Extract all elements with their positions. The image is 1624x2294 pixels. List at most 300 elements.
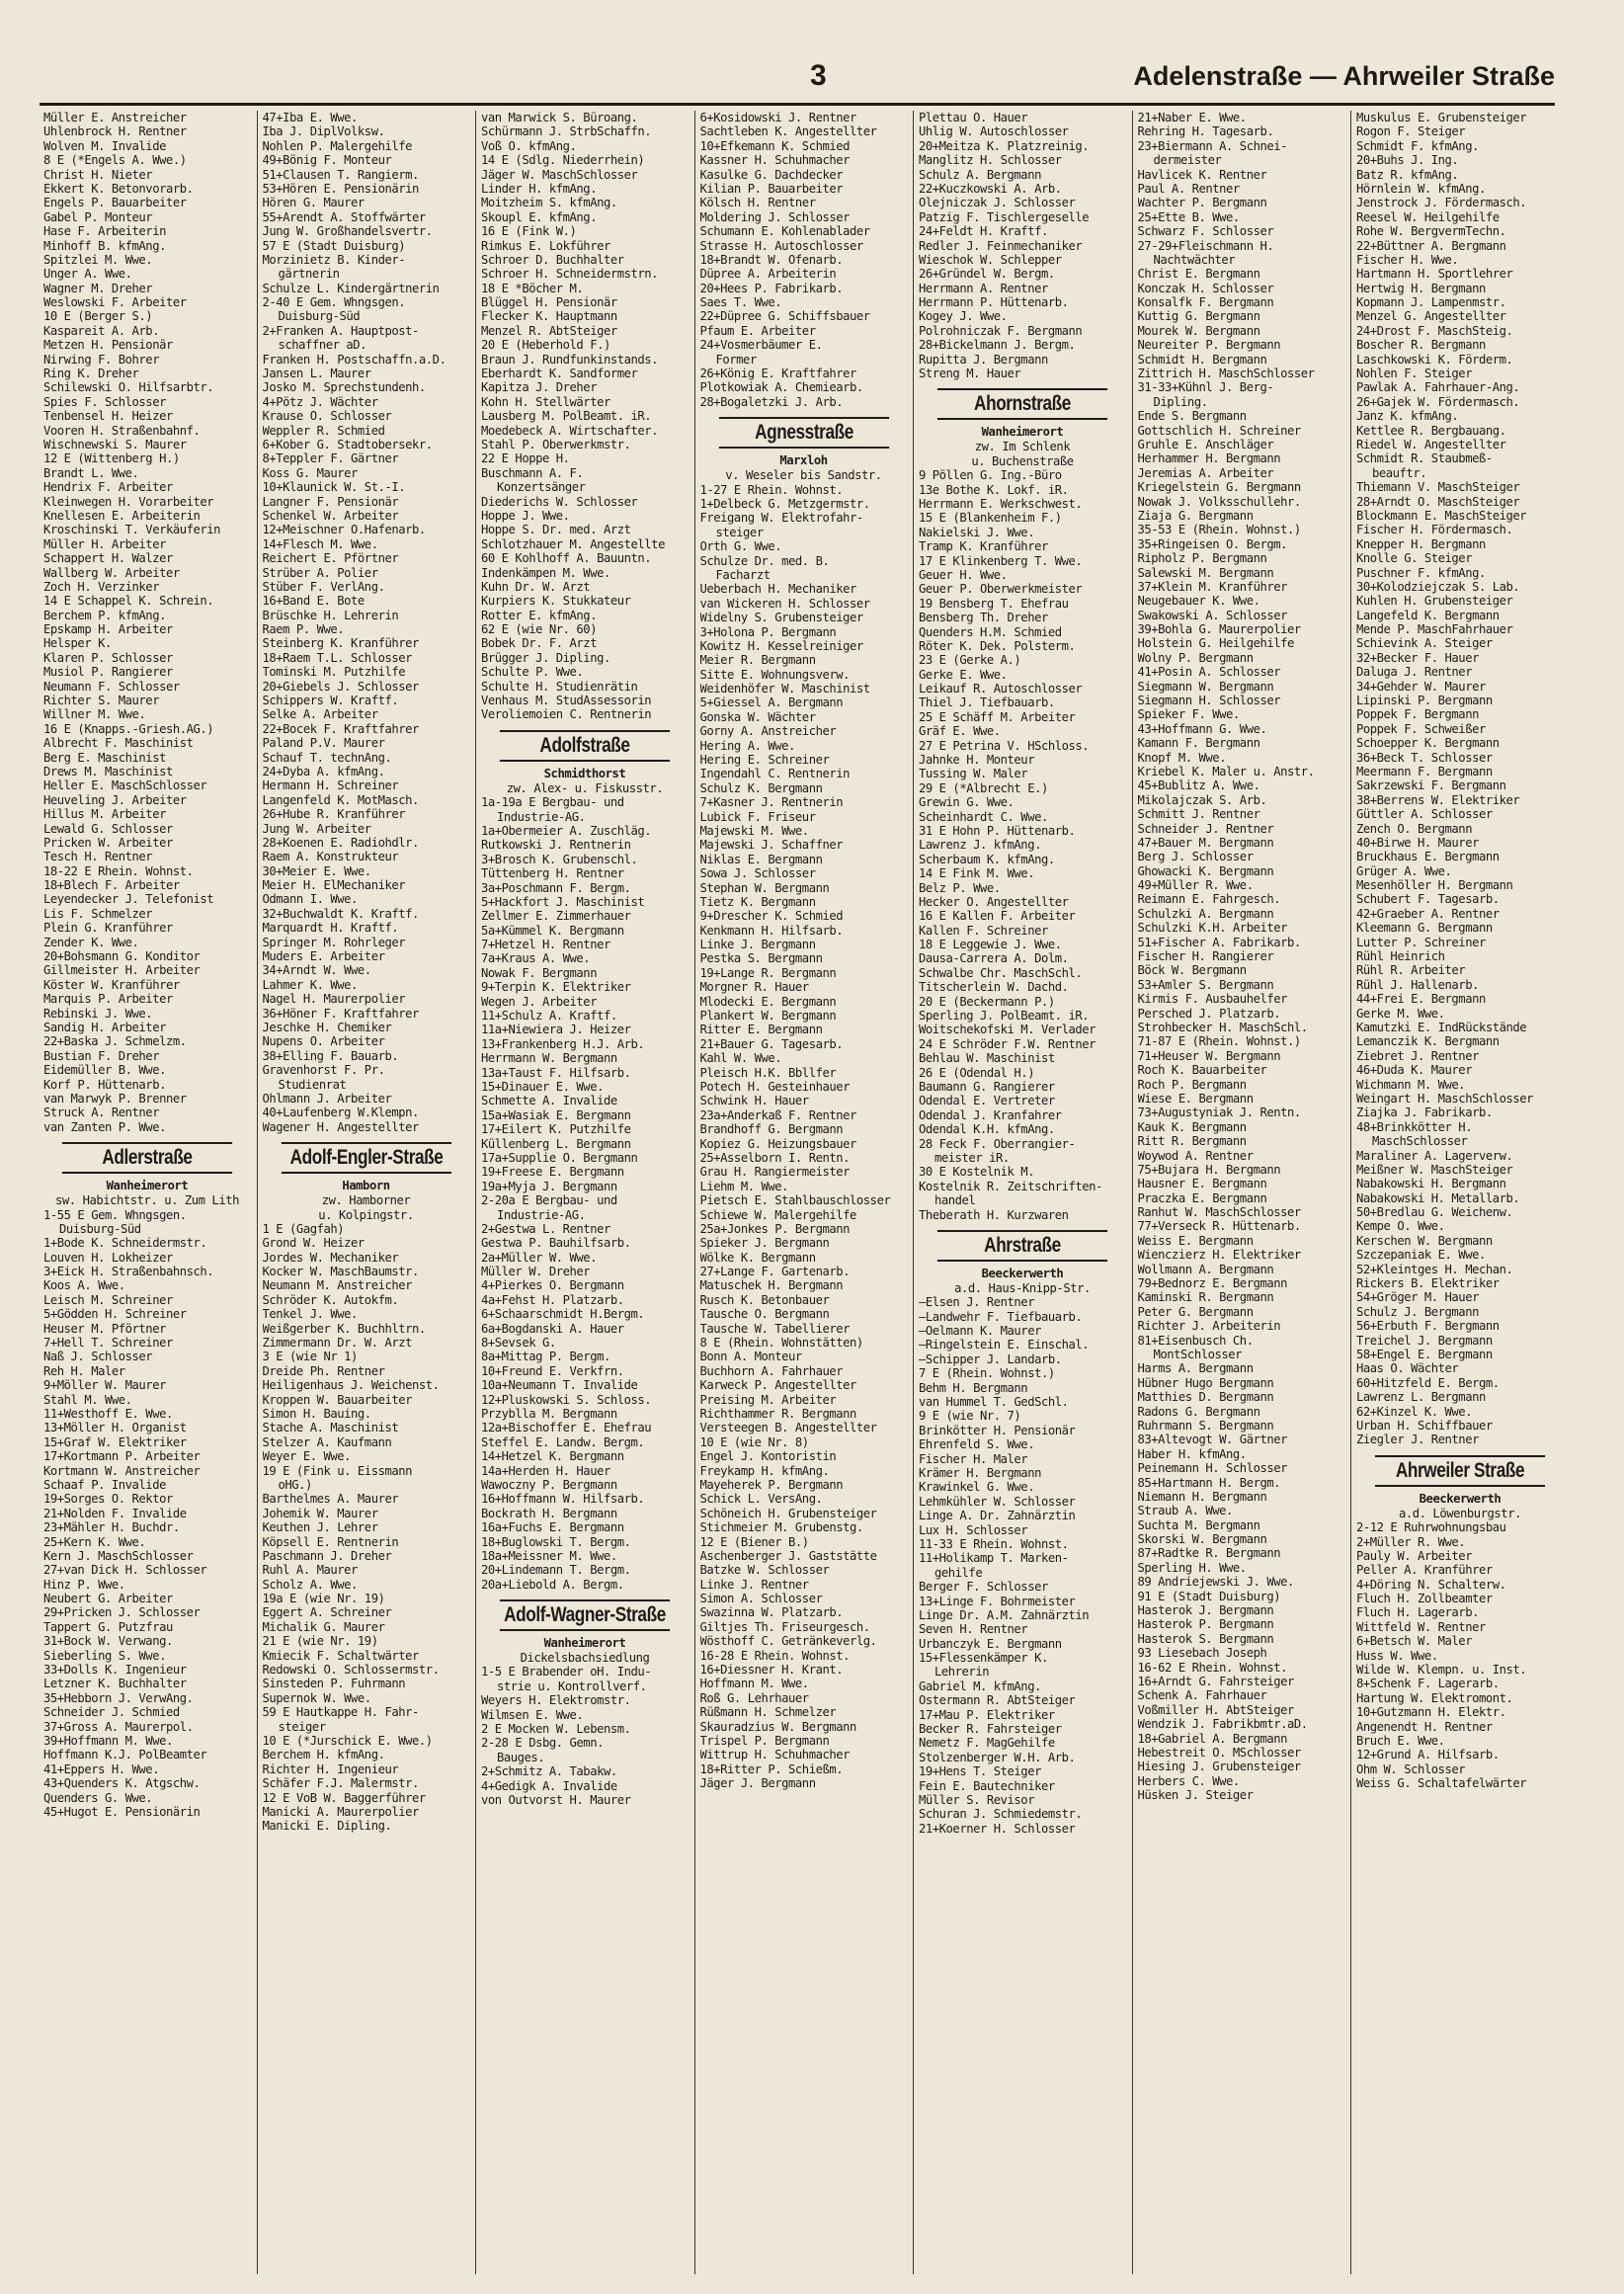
resident-entry: Dreide Ph. Rentner: [262, 1363, 385, 1378]
resident-entry: Rühl R. Arbeiter: [1356, 963, 1466, 978]
resident-entry: Potech H. Gesteinhauer: [699, 1080, 851, 1094]
resident-entry: Ohlmann J. Arbeiter: [262, 1091, 392, 1106]
resident-entry: 25 E Schäff M. Arbeiter: [919, 709, 1076, 724]
resident-entry: Engel J. Kontoristin: [699, 1449, 837, 1464]
resident-entry: 7a+Kraus A. Wwe.: [481, 951, 591, 966]
resident-entry: 24+Feldt H. Kraftf.: [919, 224, 1048, 239]
resident-entry: Thiel J. Tiefbauarb.: [919, 696, 1055, 710]
resident-entry: Langefeld K. Bergmann: [1356, 608, 1500, 622]
resident-entry: Fluch H. Zollbeamter: [1356, 1592, 1493, 1606]
resident-entry: 22+Düpree G. Schiffsbauer: [699, 309, 870, 324]
resident-entry: 20+Meitza K. Platzreinig.: [919, 138, 1090, 153]
resident-entry: Schaaf P. Invalide: [43, 1477, 166, 1492]
resident-entry: Voß O. kfmAng.: [481, 138, 577, 153]
resident-entry: Marquardt H. Kraftf.: [262, 921, 399, 936]
resident-entry: 19+Sorges O. Rektor: [43, 1492, 173, 1507]
resident-entry: 30+Kolodziejczak S. Lab.: [1356, 579, 1520, 594]
resident-entry: Schiewe W. Malergehilfe: [699, 1207, 856, 1222]
resident-entry: 16+Diessner H. Krant.: [699, 1663, 844, 1678]
resident-entry: Heuser M. Pförtner: [43, 1321, 166, 1336]
resident-entry: Herrmann A. Rentner: [919, 281, 1048, 295]
resident-entry: Schmidt H. Bergmann: [1137, 352, 1267, 367]
resident-entry: Selke A. Arbeiter: [262, 707, 378, 722]
resident-entry: 16 E Kallen F. Arbeiter: [919, 909, 1076, 924]
resident-entry: 15 E (Blankenheim F.): [919, 511, 1062, 526]
resident-entry: 37+Gross A. Maurerpol.: [43, 1719, 194, 1734]
resident-entry: Spies F. Schlosser: [43, 394, 166, 409]
resident-entry: 6a+Bogdanski A. Hauer: [481, 1321, 624, 1336]
resident-entry: Kowitz H. Kesselreiniger: [699, 638, 863, 653]
resident-entry: 17 E Klinkenberg T. Wwe.: [919, 553, 1083, 568]
resident-entry: Kostelnik R. Zeitschriften-: [919, 1179, 1102, 1193]
resident-entry: Kopiez G. Heizungsbauer: [699, 1136, 856, 1151]
resident-entry: Niemann H. Bergmann: [1137, 1489, 1267, 1504]
resident-entry: 5+Hackfort J. Maschinist: [481, 894, 645, 909]
resident-entry: Schmidt R. Staubmeß-: [1356, 451, 1493, 466]
resident-entry: Supernok W. Wwe.: [262, 1690, 371, 1705]
resident-entry: 37+Klein M. Kranführer: [1137, 579, 1288, 594]
resident-entry: 34+Arndt W. Wwe.: [262, 963, 371, 978]
column-divider: [1132, 111, 1133, 2274]
resident-entry: van Marwick S. Büroang.: [481, 111, 638, 124]
resident-entry: Gravenhorst F. Pr.: [262, 1063, 385, 1078]
resident-entry: Vooren H. Straßenbahnf.: [43, 423, 201, 438]
resident-entry: Weslowski F. Arbeiter: [43, 295, 187, 310]
resident-entry: 14 E (Sdlg. Niederrhein): [481, 153, 645, 168]
resident-entry: Gonska W. Wächter: [699, 709, 816, 724]
street-heading: Ahrstraße: [937, 1230, 1107, 1262]
resident-entry: Wendzik J. Fabrikbmtr.aD.: [1137, 1717, 1308, 1732]
resident-entry: Hoffmann K.J. PolBeamter: [43, 1748, 207, 1762]
resident-entry: 2-20a E Bergbau- und: [481, 1193, 617, 1208]
resident-entry: Bustian F. Dreher: [43, 1048, 160, 1063]
resident-entry: 11+Schulz A. Kraftf.: [481, 1009, 617, 1024]
resident-entry: Odmann I. Wwe.: [262, 892, 358, 907]
resident-entry: 23+Mähler H. Buchdr.: [43, 1520, 180, 1535]
resident-entry: Ranhut W. MaschSchlosser: [1137, 1205, 1301, 1220]
resident-entry: Struck A. Rentner: [43, 1106, 160, 1120]
resident-entry: 22+Bocek F. Kraftfahrer: [262, 721, 419, 736]
resident-entry: 4+Döring N. Schalterw.: [1356, 1577, 1506, 1592]
resident-entry: 16+Arndt G. Fahrsteiger: [1137, 1674, 1294, 1688]
resident-entry: Meermann F. Bergmann: [1356, 764, 1493, 778]
district-name: Wanheimerort: [106, 1179, 189, 1193]
resident-entry: Bauges.: [497, 1750, 545, 1764]
resident-entry: Stelzer A. Kaufmann: [262, 1434, 392, 1449]
resident-entry: Widelny S. Grubensteiger: [699, 611, 863, 625]
resident-entry: 87+Radtke R. Bergmann: [1137, 1546, 1281, 1561]
resident-entry: van Wickeren H. Schlosser: [699, 596, 870, 611]
resident-entry: 24+Drost F. MaschSteig.: [1356, 323, 1513, 338]
resident-entry: Swazinna W. Platzarb.: [699, 1605, 844, 1620]
resident-entry: 26+Gründel W. Bergm.: [919, 267, 1055, 282]
resident-entry: Rupitta J. Bergmann: [919, 352, 1048, 367]
resident-entry: Fein E. Bautechniker: [919, 1778, 1055, 1793]
resident-entry: 6+Schaarschmidt H.Bergm.: [481, 1307, 645, 1322]
resident-entry: Dausa-Carrera A. Dolm.: [919, 951, 1069, 966]
resident-entry: 20+Lindemann T. Bergm.: [481, 1563, 631, 1578]
resident-entry: Baumann G. Rangierer: [919, 1080, 1055, 1094]
resident-entry: Wichmann M. Wwe.: [1356, 1077, 1466, 1092]
resident-entry: Ende S. Bergmann: [1137, 409, 1247, 424]
resident-entry: Schubert F. Tagesarb.: [1356, 892, 1500, 907]
resident-entry: Woitschekofski M. Verlader: [919, 1023, 1096, 1037]
street-heading: Ahrweiler Straße: [1375, 1455, 1545, 1487]
resident-entry: Berchem H. kfmAng.: [262, 1748, 385, 1762]
resident-entry: 10+Freund E. Verkfrn.: [481, 1363, 624, 1378]
resident-entry: Facharzt: [715, 567, 771, 582]
resident-entry: 2-40 E Gem. Whngsgen.: [262, 295, 406, 310]
resident-entry: Hase F. Arbeiterin: [43, 224, 166, 239]
resident-entry: Neumann M. Anstreicher: [262, 1278, 413, 1293]
resident-entry: Morzinietz B. Kinder-: [262, 252, 406, 267]
resident-entry: Ring K. Dreher: [43, 367, 139, 381]
resident-entry: Schulte P. Wwe.: [481, 665, 584, 680]
resident-entry: Köster W. Kranführer: [43, 977, 180, 992]
resident-entry: Kogey J. Wwe.: [919, 309, 1008, 324]
resident-entry: Sakrzewski F. Bergmann: [1356, 778, 1506, 793]
resident-entry: Jung W. Arbeiter: [262, 821, 371, 836]
resident-entry: Kapitza J. Dreher: [481, 380, 598, 395]
resident-entry: Kettlee R. Bergbauang.: [1356, 423, 1506, 438]
resident-entry: Strüber A. Polier: [262, 565, 378, 580]
resident-entry: 18+Gabriel A. Bergmann: [1137, 1731, 1288, 1746]
resident-entry: 21 E (wie Nr. 19): [262, 1634, 378, 1649]
resident-entry: Zimmermann Dr. W. Arzt: [262, 1336, 413, 1351]
resident-entry: Gerke M. Wwe.: [1356, 1006, 1445, 1021]
resident-entry: 15+Dinauer E. Wwe.: [481, 1080, 604, 1094]
resident-entry: 21+Nolden F. Invalide: [43, 1506, 187, 1520]
resident-entry: Wieschok W. Schlepper: [919, 252, 1062, 267]
resident-entry: 19+Freese E. Bergmann: [481, 1165, 624, 1180]
resident-entry: 32+Buchwaldt K. Kraftf.: [262, 906, 419, 921]
resident-entry: Kortmann W. Anstreicher: [43, 1463, 201, 1478]
resident-entry: Wienczierz H. Elektriker: [1137, 1248, 1301, 1263]
resident-entry: Franken H. Postschaffn.a.D.: [262, 352, 447, 367]
resident-entry: Patzig F. Tischlergeselle: [919, 209, 1090, 224]
resident-entry: Tussing W. Maler: [919, 767, 1028, 781]
column-divider: [913, 111, 914, 2274]
resident-entry: Ingendahl C. Rentnerin: [699, 767, 851, 781]
resident-entry: Ruhrmann S. Bergmann: [1137, 1418, 1274, 1433]
resident-entry: Sperling H. Wwe.: [1137, 1560, 1247, 1575]
resident-entry: Rohe W. BergvermTechn.: [1356, 224, 1506, 239]
resident-entry: Schuran J. Schmiedemstr.: [919, 1807, 1083, 1822]
resident-entry: 8 E (Rhein. Wohnstätten): [699, 1336, 863, 1351]
resident-entry: Flecker K. Hauptmann: [481, 309, 617, 324]
resident-entry: Schroer D. Buchhalter: [481, 252, 624, 267]
resident-entry: Behm H. Bergmann: [919, 1380, 1028, 1395]
resident-entry: Keuthen J. Lehrer: [262, 1520, 378, 1535]
resident-entry: Geuer H. Wwe.: [919, 567, 1008, 582]
resident-entry: 39+Hoffmann M. Wwe.: [43, 1733, 173, 1748]
resident-entry: Nowak J. Volksschullehr.: [1137, 494, 1301, 509]
resident-entry: Eidemüller B. Wwe.: [43, 1063, 166, 1078]
resident-entry: Indenkämpen M. Wwe.: [481, 565, 610, 580]
resident-entry: Gabel P. Monteur: [43, 209, 153, 224]
resident-entry: 62+Kinzel K. Wwe.: [1356, 1404, 1473, 1419]
resident-entry: Studienrat: [278, 1077, 347, 1092]
resident-entry: strie u. Kontrollverf.: [497, 1679, 647, 1693]
resident-entry: 2+Gestwa L. Rentner: [481, 1221, 610, 1236]
resident-entry: 1-55 E Gem. Whngsgen.: [43, 1207, 187, 1222]
resident-entry: 35+Hebborn J. VerwAng.: [43, 1690, 194, 1705]
resident-entry: Schneider J. Schmied: [43, 1705, 180, 1720]
resident-entry: Rutkowski J. Rentnerin: [481, 838, 631, 853]
resident-entry: 20+Buhs J. Ing.: [1356, 153, 1459, 168]
resident-entry: Lausberg M. PolBeamt. iR.: [481, 409, 652, 424]
resident-entry: 10+Efkemann K. Schmied: [699, 138, 851, 153]
resident-entry: Müller E. Anstreicher: [43, 111, 187, 124]
street-range: v. Weseler bis Sandstr.: [725, 468, 882, 483]
resident-entry: Belz P. Wwe.: [919, 880, 1001, 895]
resident-entry: 7 E (Rhein. Wohnst.): [919, 1366, 1055, 1381]
resident-entry: Müller H. Arbeiter: [43, 536, 166, 551]
resident-entry: Versteegen B. Angestellter: [699, 1421, 877, 1435]
resident-entry: Berg E. Maschinist: [43, 750, 166, 765]
resident-entry: Gräf E. Wwe.: [919, 724, 1001, 739]
resident-entry: Karweck P. Angestellter: [699, 1378, 856, 1393]
resident-entry: Plein G. Kranführer: [43, 921, 173, 936]
resident-entry: Wischnewski S. Maurer: [43, 437, 187, 451]
resident-entry: Pietsch E. Stahlbauschlosser: [699, 1193, 891, 1208]
column-divider: [257, 111, 258, 2274]
resident-entry: Herrmann W. Bergmann: [481, 1051, 617, 1066]
resident-entry: 12 E (Wittenberg H.): [43, 451, 180, 466]
street-range: u. Buchenstraße: [971, 453, 1074, 468]
resident-entry: Janz K. kfmAng.: [1356, 409, 1459, 424]
resident-entry: Kleemann G. Bergmann: [1356, 921, 1493, 936]
resident-entry: Koos A. Wwe.: [43, 1278, 125, 1293]
resident-entry: meister iR.: [934, 1150, 1010, 1165]
resident-entry: Schulze Dr. med. B.: [699, 553, 830, 568]
resident-entry: Herhammer H. Bergmann: [1137, 451, 1281, 466]
resident-entry: Wittrup H. Schuhmacher: [699, 1748, 851, 1762]
resident-entry: Nachtwächter: [1153, 252, 1236, 267]
resident-entry: Schoepper K. Bergmann: [1356, 736, 1500, 751]
resident-entry: Sitte E. Wohnungsverw.: [699, 667, 851, 682]
resident-entry: Scherbaum K. kfmAng.: [919, 852, 1055, 866]
resident-entry: Matthies D. Bergmann: [1137, 1390, 1274, 1405]
resident-entry: 11a+Niewiera J. Heizer: [481, 1023, 631, 1037]
resident-entry: 24+Vosmerbäumer E.: [699, 338, 823, 353]
resident-entry: Marquis P. Arbeiter: [43, 992, 173, 1007]
resident-entry: 16+Band E. Bote: [262, 594, 365, 609]
resident-entry: Helsper K.: [43, 636, 112, 651]
resident-entry: Reimann E. Fahrgesch.: [1137, 892, 1281, 907]
resident-entry: Harms A. Bergmann: [1137, 1361, 1254, 1376]
resident-entry: 6+Betsch W. Maler: [1356, 1634, 1473, 1649]
resident-entry: Przyblla M. Bergmann: [481, 1406, 617, 1421]
resident-entry: Fischer H. Rangierer: [1137, 949, 1274, 964]
resident-entry: Herrmann E. Werkschwest.: [919, 496, 1083, 511]
resident-entry: Kassner H. Schuhmacher: [699, 153, 851, 168]
resident-entry: 17+Mau P. Elektriker: [919, 1707, 1055, 1722]
resident-entry: Rühl J. Hallenarb.: [1356, 977, 1479, 992]
resident-entry: Lubick F. Friseur: [699, 809, 816, 824]
directory-column-3: [481, 111, 689, 2274]
resident-entry: Kölsch H. Rentner: [699, 196, 816, 210]
resident-entry: Korf P. Hüttenarb.: [43, 1077, 166, 1092]
resident-entry: 22 E Hoppe H.: [481, 451, 570, 466]
resident-entry: Maraliner A. Lagerverw.: [1356, 1148, 1513, 1163]
resident-entry: Letzner K. Buchhalter: [43, 1677, 187, 1691]
resident-entry: 11-33 E Rhein. Wohnst.: [919, 1536, 1069, 1551]
resident-entry: 36+Beck T. Schlosser: [1356, 750, 1493, 765]
resident-entry: Konsalfk F. Bergmann: [1137, 295, 1274, 310]
street-range: u. Kolpingstr.: [318, 1207, 414, 1222]
resident-entry: Ritter E. Bergmann: [699, 1023, 823, 1037]
resident-entry: Blockmann E. MaschSteiger: [1356, 508, 1527, 523]
resident-entry: Neugebauer K. Wwe.: [1137, 594, 1260, 609]
resident-entry: 21+Bauer G. Tagesarb.: [699, 1036, 844, 1051]
resident-entry: 3 E (wie Nr 1): [262, 1350, 358, 1364]
resident-entry: Schilewski O. Hilfsarbtr.: [43, 380, 214, 395]
street-range: zw. Im Schlenk: [974, 440, 1071, 454]
resident-entry: 15+Graf W. Elektriker: [43, 1434, 187, 1449]
resident-entry: 16-62 E Rhein. Wohnst.: [1137, 1660, 1288, 1675]
resident-entry: Muskulus E. Grubensteiger: [1356, 111, 1527, 124]
resident-entry: Schröder K. Autokfm.: [262, 1292, 399, 1307]
resident-entry: 26+König E. Kraftfahrer: [699, 367, 856, 381]
resident-entry: Meier H. ElMechaniker: [262, 878, 406, 893]
resident-entry: Jahnke H. Monteur: [919, 753, 1035, 768]
district-name: Hamborn: [342, 1179, 390, 1193]
resident-entry: Radons G. Bergmann: [1137, 1404, 1260, 1419]
resident-entry: Manicki E. Dipling.: [262, 1819, 392, 1834]
resident-entry: Brinkötter H. Pensionär: [919, 1423, 1076, 1437]
street-heading: Adlerstraße: [62, 1142, 232, 1174]
resident-entry: Nabakowski H. Bergmann: [1356, 1177, 1506, 1191]
resident-entry: Moedebeck A. Wirtschafter.: [481, 423, 659, 438]
resident-entry: 5+Gödden H. Schreiner: [43, 1307, 187, 1322]
resident-entry: 19+Hens T. Steiger: [919, 1764, 1041, 1779]
resident-entry: Kuhlen H. Grubensteiger: [1356, 594, 1513, 609]
resident-entry: 13+Linge F. Bohrmeister: [919, 1594, 1076, 1608]
resident-entry: 3+Brosch K. Grubenschl.: [481, 852, 638, 866]
resident-entry: Hörnlein W. kfmAng.: [1356, 181, 1486, 196]
resident-entry: Hausner E. Bergmann: [1137, 1177, 1267, 1191]
resident-entry: Manglitz H. Schlosser: [919, 153, 1062, 168]
resident-entry: Peller A. Kranführer: [1356, 1563, 1493, 1578]
resident-entry: Majewski J. Schaffner: [699, 838, 844, 853]
resident-entry: Eggert A. Schreiner: [262, 1605, 392, 1620]
resident-entry: Roch K. Bauarbeiter: [1137, 1063, 1267, 1078]
resident-entry: Springer M. Rohrleger: [262, 935, 406, 949]
resident-entry: Musiol P. Rangierer: [43, 665, 173, 680]
resident-entry: 31 E Hohn P. Hüttenarb.: [919, 823, 1076, 838]
resident-entry: Sowa J. Schlosser: [699, 866, 816, 881]
resident-entry: Richter H. Ingenieur: [262, 1761, 399, 1776]
resident-entry: Spieker F. Wwe.: [1137, 707, 1240, 722]
resident-entry: 26 E (Odendal H.): [919, 1065, 1035, 1080]
resident-entry: Fischer H. Maler: [919, 1451, 1028, 1466]
resident-entry: Tenbensel H. Heizer: [43, 409, 173, 424]
resident-entry: 22+Büttner A. Bergmann: [1356, 238, 1506, 253]
resident-entry: Saes T. Wwe.: [699, 295, 782, 310]
resident-entry: Röter K. Dek. Polsterm.: [919, 638, 1076, 653]
resident-entry: Siegmann W. Bergmann: [1137, 679, 1274, 694]
column-divider: [694, 111, 695, 2274]
directory-column-5: [919, 111, 1126, 2274]
resident-entry: 31-33+Kühnl J. Berg-: [1137, 380, 1274, 395]
resident-entry: Mourek W. Bergmann: [1137, 323, 1260, 338]
resident-entry: Freigang W. Elektrofahr-: [699, 511, 863, 526]
resident-entry: 43+Quenders K. Atgschw.: [43, 1776, 201, 1791]
resident-entry: Lewald G. Schlosser: [43, 821, 173, 836]
resident-entry: Jordes W. Mechaniker: [262, 1250, 399, 1265]
resident-entry: Jäger W. MaschSchlosser: [481, 167, 638, 182]
resident-entry: Rogon F. Steiger: [1356, 124, 1466, 139]
resident-entry: Veroliemoien C. Rentnerin: [481, 707, 652, 722]
resident-entry: Ripholz P. Bergmann: [1137, 551, 1267, 566]
resident-entry: 4+Gedigk A. Invalide: [481, 1778, 617, 1793]
resident-entry: Hillus M. Arbeiter: [43, 807, 166, 822]
resident-entry: Plankert W. Bergmann: [699, 1009, 837, 1024]
resident-entry: Brüschke H. Lehrerin: [262, 608, 399, 622]
resident-entry: 32+Becker F. Hauer: [1356, 650, 1479, 665]
resident-entry: Wagener H. Angestellter: [262, 1119, 419, 1134]
resident-entry: Mayeherek P. Bergmann: [699, 1477, 844, 1492]
resident-entry: 20 E (Beckermann P.): [919, 994, 1055, 1009]
resident-entry: Quenders H.M. Schmied: [919, 624, 1062, 639]
resident-entry: Weppler R. Schmied: [262, 423, 385, 438]
resident-entry: Tausche W. Tabellierer: [699, 1321, 851, 1336]
resident-entry: 47+Iba E. Wwe.: [262, 111, 358, 124]
resident-entry: Hoppe J. Wwe.: [481, 508, 570, 523]
resident-entry: 14 E Schappel K. Schrein.: [43, 594, 214, 609]
resident-entry: Ritt R. Bergmann: [1137, 1134, 1247, 1149]
resident-entry: 49+Bönig F. Monteur: [262, 153, 392, 168]
resident-entry: Hoffmann M. Wwe.: [699, 1677, 809, 1691]
resident-entry: 54+Gröger M. Hauer: [1356, 1290, 1479, 1305]
resident-entry: Diederichs W. Schlosser: [481, 494, 638, 509]
resident-entry: 1-27 E Rhein. Wohnst.: [699, 482, 844, 497]
resident-entry: 29+Pricken J. Schlosser: [43, 1605, 201, 1620]
resident-entry: Kempe O. Wwe.: [1356, 1219, 1445, 1234]
resident-entry: Berchem P. kfmAng.: [43, 608, 166, 622]
resident-entry: Blüggel H. Pensionär: [481, 295, 617, 310]
resident-entry: Uhlig W. Autoschlosser: [919, 124, 1069, 139]
resident-entry: Christ H. Nieter: [43, 167, 153, 182]
resident-entry: Tappert G. Putzfrau: [43, 1619, 173, 1634]
resident-entry: 7+Kasner J. Rentnerin: [699, 795, 844, 810]
resident-entry: 38+Elling F. Bauarb.: [262, 1048, 399, 1063]
resident-entry: Nabakowski H. Metallarb.: [1356, 1190, 1520, 1205]
resident-entry: 2-28 E Dsbg. Gemn.: [481, 1736, 604, 1751]
resident-entry: Lehmkühler W. Schlosser: [919, 1494, 1076, 1509]
resident-entry: 1a+Obermeier A. Zuschläg.: [481, 823, 652, 838]
resident-entry: Jenstrock J. Fördermasch.: [1356, 196, 1527, 210]
resident-entry: 93 Liesebach Joseph: [1137, 1646, 1267, 1661]
resident-entry: Heiligenhaus J. Weichenst.: [262, 1378, 440, 1393]
resident-entry: Nowak F. Bergmann: [481, 965, 598, 980]
resident-entry: 13a+Taust F. Hilfsarb.: [481, 1065, 631, 1080]
resident-entry: Freykamp H. kfmAng.: [699, 1463, 830, 1478]
resident-entry: gärtnerin: [278, 267, 340, 282]
resident-entry: 45+Hugot E. Pensionärin: [43, 1804, 201, 1819]
resident-entry: gehilfe: [934, 1565, 983, 1580]
resident-entry: 52+Kleintges H. Mechan.: [1356, 1262, 1513, 1276]
resident-entry: Wagner M. Dreher: [43, 281, 153, 295]
resident-entry: Kamann F. Bergmann: [1137, 736, 1260, 751]
resident-entry: Lemanczik K. Bergmann: [1356, 1034, 1500, 1049]
resident-entry: 11+Westhoff E. Wwe.: [43, 1406, 173, 1421]
resident-entry: 1a-19a E Bergbau- und: [481, 795, 624, 810]
resident-entry: Odendal E. Vertreter: [919, 1094, 1055, 1108]
resident-entry: Jeschke H. Chemiker: [262, 1021, 392, 1034]
resident-entry: 29 E (*Albrecht E.): [919, 780, 1048, 795]
